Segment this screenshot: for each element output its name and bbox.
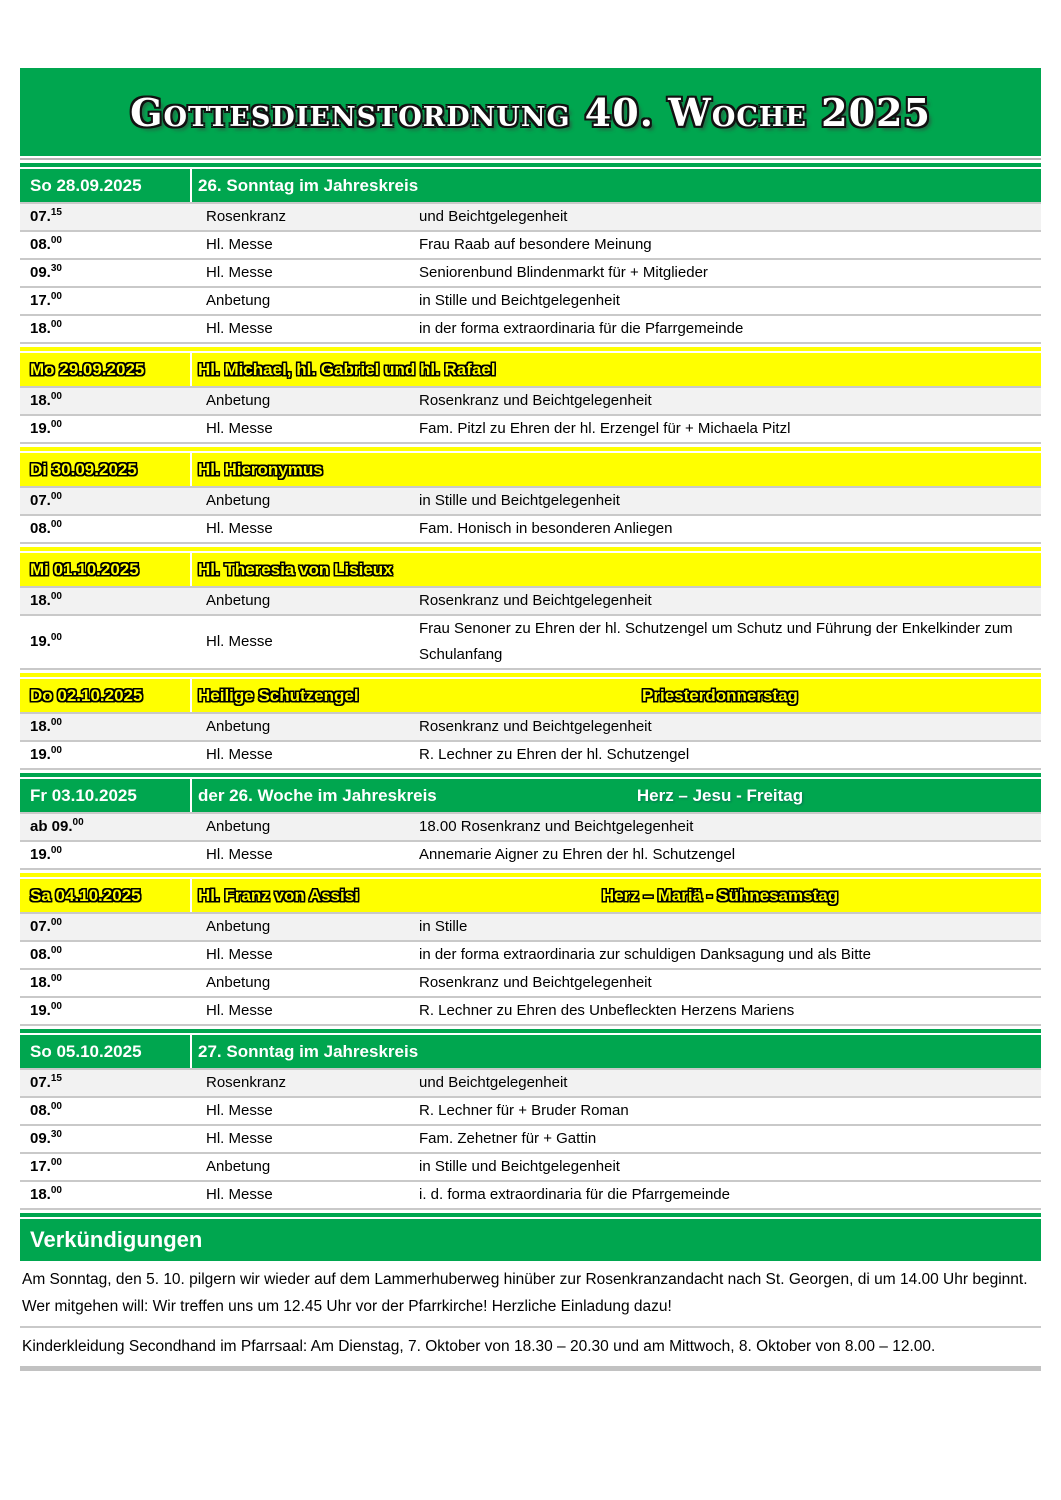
day-section [20,453,1041,544]
service-time [20,288,200,314]
service-description: in Stille und Beichtgelegenheit [419,492,620,509]
service-time-hour: 18. [30,320,51,337]
service-time [20,204,200,230]
service-time-hour: 18. [30,718,51,735]
day-date: Sa 04.10.2025 [20,879,192,912]
day-header-band [20,169,1041,202]
day-date: Mi 01.10.2025 [20,553,192,586]
service-time [20,914,200,940]
announcements-section [20,1219,1041,1371]
day-section [20,679,1041,770]
service-description: Fam. Honisch in besonderen Anliegen [419,520,673,537]
day-header-band [20,1035,1041,1068]
day-header-band [20,553,1041,586]
service-row [20,486,1041,514]
day-section [20,879,1041,1026]
service-row [20,1096,1041,1124]
service-description: Rosenkranz und Beichtgelegenheit [419,974,652,991]
service-time-minutes: 00 [50,319,62,330]
day-rows [20,202,1041,344]
service-row [20,258,1041,286]
service-time-hour: 18. [30,1186,51,1203]
day-date: Do 02.10.2025 [20,679,192,712]
announcement-item: Kinderkleidung Secondhand im Pfarrsaal: Am Dienstag, 7. Oktober von 18.30 – 20.30 und am Mittwoch, 8. Oktober von 8.00 – 12.00. [20,1328,1041,1371]
service-row [20,1152,1041,1180]
day-rows [20,812,1041,870]
day-extra: Herz – Mariä - Sühnesamstag [601,885,839,905]
service-row [20,912,1041,940]
service-time [20,714,200,740]
service-time [20,588,200,614]
service-row [20,840,1041,870]
service-time-hour: 18. [30,592,51,609]
service-time [20,488,200,514]
service-time [20,416,200,442]
day-rows [20,712,1041,770]
service-time-minutes: 00 [50,519,62,530]
day-rows [20,486,1041,544]
service-time-minutes: 00 [50,491,62,502]
service-time-minutes: 00 [50,717,62,728]
service-description: in der forma extraordinaria für die Pfarrgemeinde [419,320,744,337]
service-row [20,1180,1041,1210]
service-time-hour: 18. [30,392,51,409]
service-time-minutes: 00 [72,817,84,828]
service-time [20,388,200,414]
service-type: Hl. Messe [206,420,273,437]
service-row [20,586,1041,614]
service-time-minutes: 00 [50,973,62,984]
service-time-minutes: 30 [50,1129,62,1140]
service-description: Fam. Zehetner für + Gattin [419,1130,597,1147]
service-description: R. Lechner für + Bruder Roman [419,1102,629,1119]
service-time [20,629,200,655]
service-time-minutes: 00 [50,235,62,246]
day-header-band [20,353,1041,386]
service-time-hour: 07. [30,492,51,509]
service-type: Hl. Messe [206,320,273,337]
day-feast: Hl. Michael, hl. Gabriel und hl. Rafael [198,359,496,379]
service-time-minutes: 00 [50,1185,62,1196]
service-time-minutes: 30 [50,263,62,274]
service-description: Rosenkranz und Beichtgelegenheit [419,592,652,609]
service-description: Rosenkranz und Beichtgelegenheit [419,718,652,735]
day-header-band [20,779,1041,812]
service-time-minutes: 00 [50,1001,62,1012]
day-section [20,169,1041,344]
service-time-hour: 19. [30,846,51,863]
day-date: So 05.10.2025 [20,1035,192,1068]
day-date: Di 30.09.2025 [20,453,192,486]
page-title: Gottesdienstordnung 40. Woche 2025 [130,89,931,135]
service-time-minutes: 00 [50,745,62,756]
service-description: in Stille [419,918,468,935]
day-rows [20,586,1041,670]
service-row [20,386,1041,414]
service-time-hour: 08. [30,946,51,963]
service-time-minutes: 00 [50,945,62,956]
service-row [20,202,1041,230]
day-section [20,353,1041,444]
day-rows [20,1068,1041,1210]
announcement-item: Am Sonntag, den 5. 10. pilgern wir wieder auf dem Lammerhuberweg hinüber zur Rosenkranzandacht nach St. Georgen, di um 14.00 Uhr beginnt. Wer mitgehen will: Wir treffen uns um 12.45 Uhr vor der Pfarrkirche! Herzliche Einladung dazu! [20,1261,1041,1328]
service-time [20,260,200,286]
service-row [20,996,1041,1026]
day-feast: 26. Sonntag im Jahreskreis [198,175,419,195]
service-type: Hl. Messe [206,520,273,537]
service-type: Anbetung [206,718,271,735]
day-rows [20,386,1041,444]
day-date: Fr 03.10.2025 [20,779,192,812]
service-description: in Stille und Beichtgelegenheit [419,1158,620,1175]
announcements-title: Verkündigungen [30,1227,203,1252]
service-description: Annemarie Aigner zu Ehren der hl. Schutzengel [419,846,736,863]
service-type: Hl. Messe [206,1102,273,1119]
service-time-minutes: 00 [50,591,62,602]
service-time [20,516,200,542]
service-time [20,842,200,868]
service-time-minutes: 00 [50,391,62,402]
service-time [20,942,200,968]
service-type: Hl. Messe [206,1130,273,1147]
day-section [20,1035,1041,1210]
service-time [20,742,200,768]
service-type: Anbetung [206,592,271,609]
service-time-hour: 08. [30,236,51,253]
service-type: Hl. Messe [206,633,273,650]
service-row [20,1124,1041,1152]
schedule-sections [20,169,1041,1210]
service-time [20,1154,200,1180]
service-row [20,514,1041,544]
service-type: Anbetung [206,492,271,509]
day-rows [20,912,1041,1026]
service-time [20,1126,200,1152]
service-time-hour: 18. [30,974,51,991]
service-time-minutes: 00 [50,845,62,856]
service-row [20,812,1041,840]
service-time-minutes: 00 [50,917,62,928]
service-type: Anbetung [206,918,271,935]
service-time [20,998,200,1024]
service-row [20,230,1041,258]
service-description: und Beichtgelegenheit [419,208,568,225]
service-type: Hl. Messe [206,1186,273,1203]
service-description: Frau Raab auf besondere Meinung [419,236,652,253]
service-row [20,940,1041,968]
service-row [20,1068,1041,1096]
service-time-hour: 17. [30,1158,51,1175]
service-row [20,314,1041,344]
day-feast: Hl. Theresia von Lisieux [198,559,393,579]
service-time-hour: 08. [30,520,51,537]
service-description: R. Lechner zu Ehren der hl. Schutzengel [419,746,690,763]
service-time-hour: 07. [30,1074,51,1091]
service-time-hour: 07. [30,918,51,935]
service-type: Hl. Messe [206,946,273,963]
service-type: Anbetung [206,818,271,835]
service-time [20,814,200,840]
service-row [20,712,1041,740]
service-type: Rosenkranz [206,208,287,225]
service-type: Hl. Messe [206,236,273,253]
day-feast: Heilige Schutzengel [198,685,359,705]
day-header-band [20,679,1041,712]
service-description: Fam. Pitzl zu Ehren der hl. Erzengel für + Michaela Pitzl [419,420,791,437]
service-time [20,1070,200,1096]
service-time-hour: 08. [30,1102,51,1119]
service-row [20,740,1041,770]
day-section [20,779,1041,870]
service-time-hour: 19. [30,1002,51,1019]
service-time [20,1098,200,1124]
service-time-minutes: 00 [50,1157,62,1168]
service-row [20,614,1041,670]
service-time [20,232,200,258]
service-type: Anbetung [206,974,271,991]
service-description: Seniorenbund Blindenmarkt für + Mitglieder [419,264,708,281]
service-time [20,1182,200,1208]
service-time-hour: 19. [30,420,51,437]
service-description: in Stille und Beichtgelegenheit [419,292,620,309]
announcements-header-band [20,1219,1041,1261]
service-time [20,316,200,342]
service-time-hour: ab 09. [30,818,73,835]
service-type: Anbetung [206,392,271,409]
service-description: R. Lechner zu Ehren des Unbefleckten Herzens Mariens [419,1002,795,1019]
service-time-hour: 19. [30,633,51,650]
day-extra: Herz – Jesu - Freitag [636,785,804,805]
service-time-hour: 17. [30,292,51,309]
service-time-minutes: 00 [50,1101,62,1112]
title-divider [20,158,1041,160]
service-type: Hl. Messe [206,1002,273,1019]
service-row [20,968,1041,996]
service-time-minutes: 15 [50,1073,62,1084]
service-time-hour: 19. [30,746,51,763]
service-time [20,970,200,996]
day-feast: der 26. Woche im Jahreskreis [198,785,437,805]
service-time-hour: 09. [30,264,51,281]
day-feast: Hl. Hieronymus [198,459,323,479]
service-row [20,414,1041,444]
service-time-minutes: 00 [50,419,62,430]
day-feast: 27. Sonntag im Jahreskreis [198,1041,419,1061]
service-time-minutes: 00 [50,632,62,643]
day-section [20,553,1041,670]
service-description: in der forma extraordinaria zur schuldigen Danksagung und als Bitte [419,946,871,963]
day-feast: Hl. Franz von Assisi [198,885,359,905]
service-description: i. d. forma extraordinaria für die Pfarrgemeinde [419,1186,730,1203]
service-description: und Beichtgelegenheit [419,1074,568,1091]
service-description: Frau Senoner zu Ehren der hl. Schutzengel um Schutz und Führung der Enkelkinder zum Schulanfang [419,620,1013,663]
service-time-hour: 07. [30,208,51,225]
service-description: Rosenkranz und Beichtgelegenheit [419,392,652,409]
service-description: 18.00 Rosenkranz und Beichtgelegenheit [419,818,694,835]
service-time-minutes: 00 [50,291,62,302]
day-date: Mo 29.09.2025 [20,353,192,386]
title-band [20,68,1041,156]
service-time-minutes: 15 [50,207,62,218]
service-type: Hl. Messe [206,846,273,863]
service-type: Anbetung [206,292,271,309]
service-type: Hl. Messe [206,264,273,281]
day-extra: Priesterdonnerstag [642,685,798,705]
day-header-band [20,879,1041,912]
service-type: Anbetung [206,1158,271,1175]
service-type: Hl. Messe [206,746,273,763]
service-type: Rosenkranz [206,1074,287,1091]
day-header-band [20,453,1041,486]
day-date: So 28.09.2025 [20,169,192,202]
service-time-hour: 09. [30,1130,51,1147]
service-row [20,286,1041,314]
